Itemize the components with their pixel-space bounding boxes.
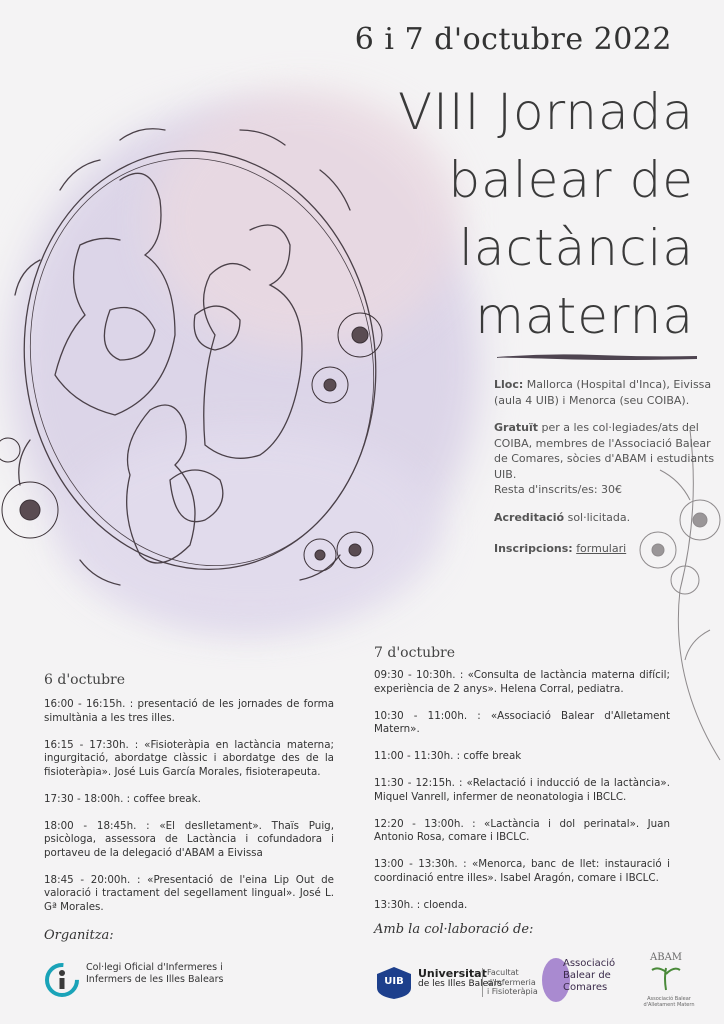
uib-logo-text: UIB xyxy=(384,976,404,987)
schedule-item: 16:15 - 17:30h. : «Fisioteràpia en lactància materna; ingurgitació, abordatge clàssic i abordatge des de la fisioteràpia». José Luis García Morales, fisioterapeuta. xyxy=(44,738,334,778)
abam-name: ABAM xyxy=(650,952,683,963)
registration-info xyxy=(494,541,719,557)
schedule-item: 12:20 - 13:00h. : «Lactància i dol perinatal». Juan Antonio Rosa, comare i IBCLC. xyxy=(374,817,670,843)
schedule-item: 18:45 - 20:00h. : «Presentació de l'eina Lip Out de valoració i tractament del segellament lingual». José L. Gª Morales. xyxy=(44,873,334,913)
university-subtitle: de les Illes Balears xyxy=(418,979,503,989)
schedule-item: 13:30h. : cloenda. xyxy=(374,898,468,911)
collaboration-heading: Amb la col·laboració de: xyxy=(374,922,534,937)
location-text: Mallorca (Hospital d'Inca), Eivissa (aula 4 UIB) i Menorca (seu COIBA). xyxy=(494,378,712,407)
organizer-name: Col·legi Oficial d'Infermeres i Infermers de les Illes Balears xyxy=(86,962,224,985)
schedule-item: 11:30 - 12:15h. : «Relactació i inducció de la lactància». Miquel Vanrell, infermer de neonatologia i IBCLC. xyxy=(374,777,670,803)
abam-subtitle: Associació Balear d'Alletament Matern xyxy=(643,996,695,1008)
registration-label: Inscripcions: xyxy=(494,542,573,555)
event-date: 6 i 7 d'octubre 2022 xyxy=(354,22,672,57)
accreditation-text: sol·licitada. xyxy=(564,510,631,524)
location-label: Lloc: xyxy=(494,378,524,391)
pricing-info xyxy=(494,420,719,498)
price-text: Resta d'inscrits/es: 30€ xyxy=(494,483,623,496)
location-info xyxy=(494,377,719,408)
schedule-item: 16:00 - 16:15h. : presentació de les jornades de forma simultània a les tres illes. xyxy=(44,698,334,724)
event-title xyxy=(334,78,694,350)
schedule-item: 09:30 - 10:30h. : «Consulta de lactància materna difícil; experiència de 2 anys». Helena Corral, pediatra. xyxy=(374,669,670,695)
brush-stroke-divider xyxy=(497,352,697,361)
accreditation-label: Acreditació xyxy=(494,510,565,524)
coiba-logo xyxy=(44,962,80,998)
day1-heading: 6 d'octubre xyxy=(44,672,126,688)
organizer-heading: Organitza: xyxy=(44,928,114,943)
day2-schedule xyxy=(374,669,670,926)
free-label: Gratuït xyxy=(494,421,538,434)
event-info xyxy=(494,377,719,569)
registration-form-link[interactable]: formulari xyxy=(576,542,627,555)
day1-schedule xyxy=(44,698,334,928)
abam-logo xyxy=(646,962,686,992)
free-text: per a les col·legiades/ats del COIBA, membres de l'Associació Balear de Comares, sòcies d'ABAM i estudiants UIB. xyxy=(494,421,715,481)
schedule-item: 18:00 - 18:45h. : «El deslletament». Thaïs Puig, psicòloga, assessora de Lactància i cofundadora i portaveu de la delegació d'ABAM a Eivissa xyxy=(44,819,334,859)
title-line: materna xyxy=(475,287,694,345)
flower-decoration xyxy=(0,313,382,571)
schedule-item: 17:30 - 18:00h. : coffee break. xyxy=(44,792,201,805)
schedule-item: 13:00 - 13:30h. : «Menorca, banc de llet: instauració i coordinació entre illes». Isabel Aragón, comare i IBCLC. xyxy=(374,858,670,884)
title-line: lactància xyxy=(459,219,694,277)
title-line: balear de xyxy=(448,151,694,209)
day2-heading: 7 d'octubre xyxy=(374,645,456,661)
university-title: Universitat xyxy=(418,967,487,980)
faculty-name: Facultat d'Infermeria i Fisioteràpia xyxy=(482,968,539,997)
accreditation-info xyxy=(494,510,719,526)
abc-name: Associació Balear de Comares xyxy=(563,958,616,993)
schedule-item: 11:00 - 11:30h. : coffe break xyxy=(374,750,522,762)
title-line: VIII Jornada xyxy=(397,83,694,141)
schedule-item: 10:30 - 11:00h. : «Associació Balear d'Alletament Matern». xyxy=(374,709,670,735)
